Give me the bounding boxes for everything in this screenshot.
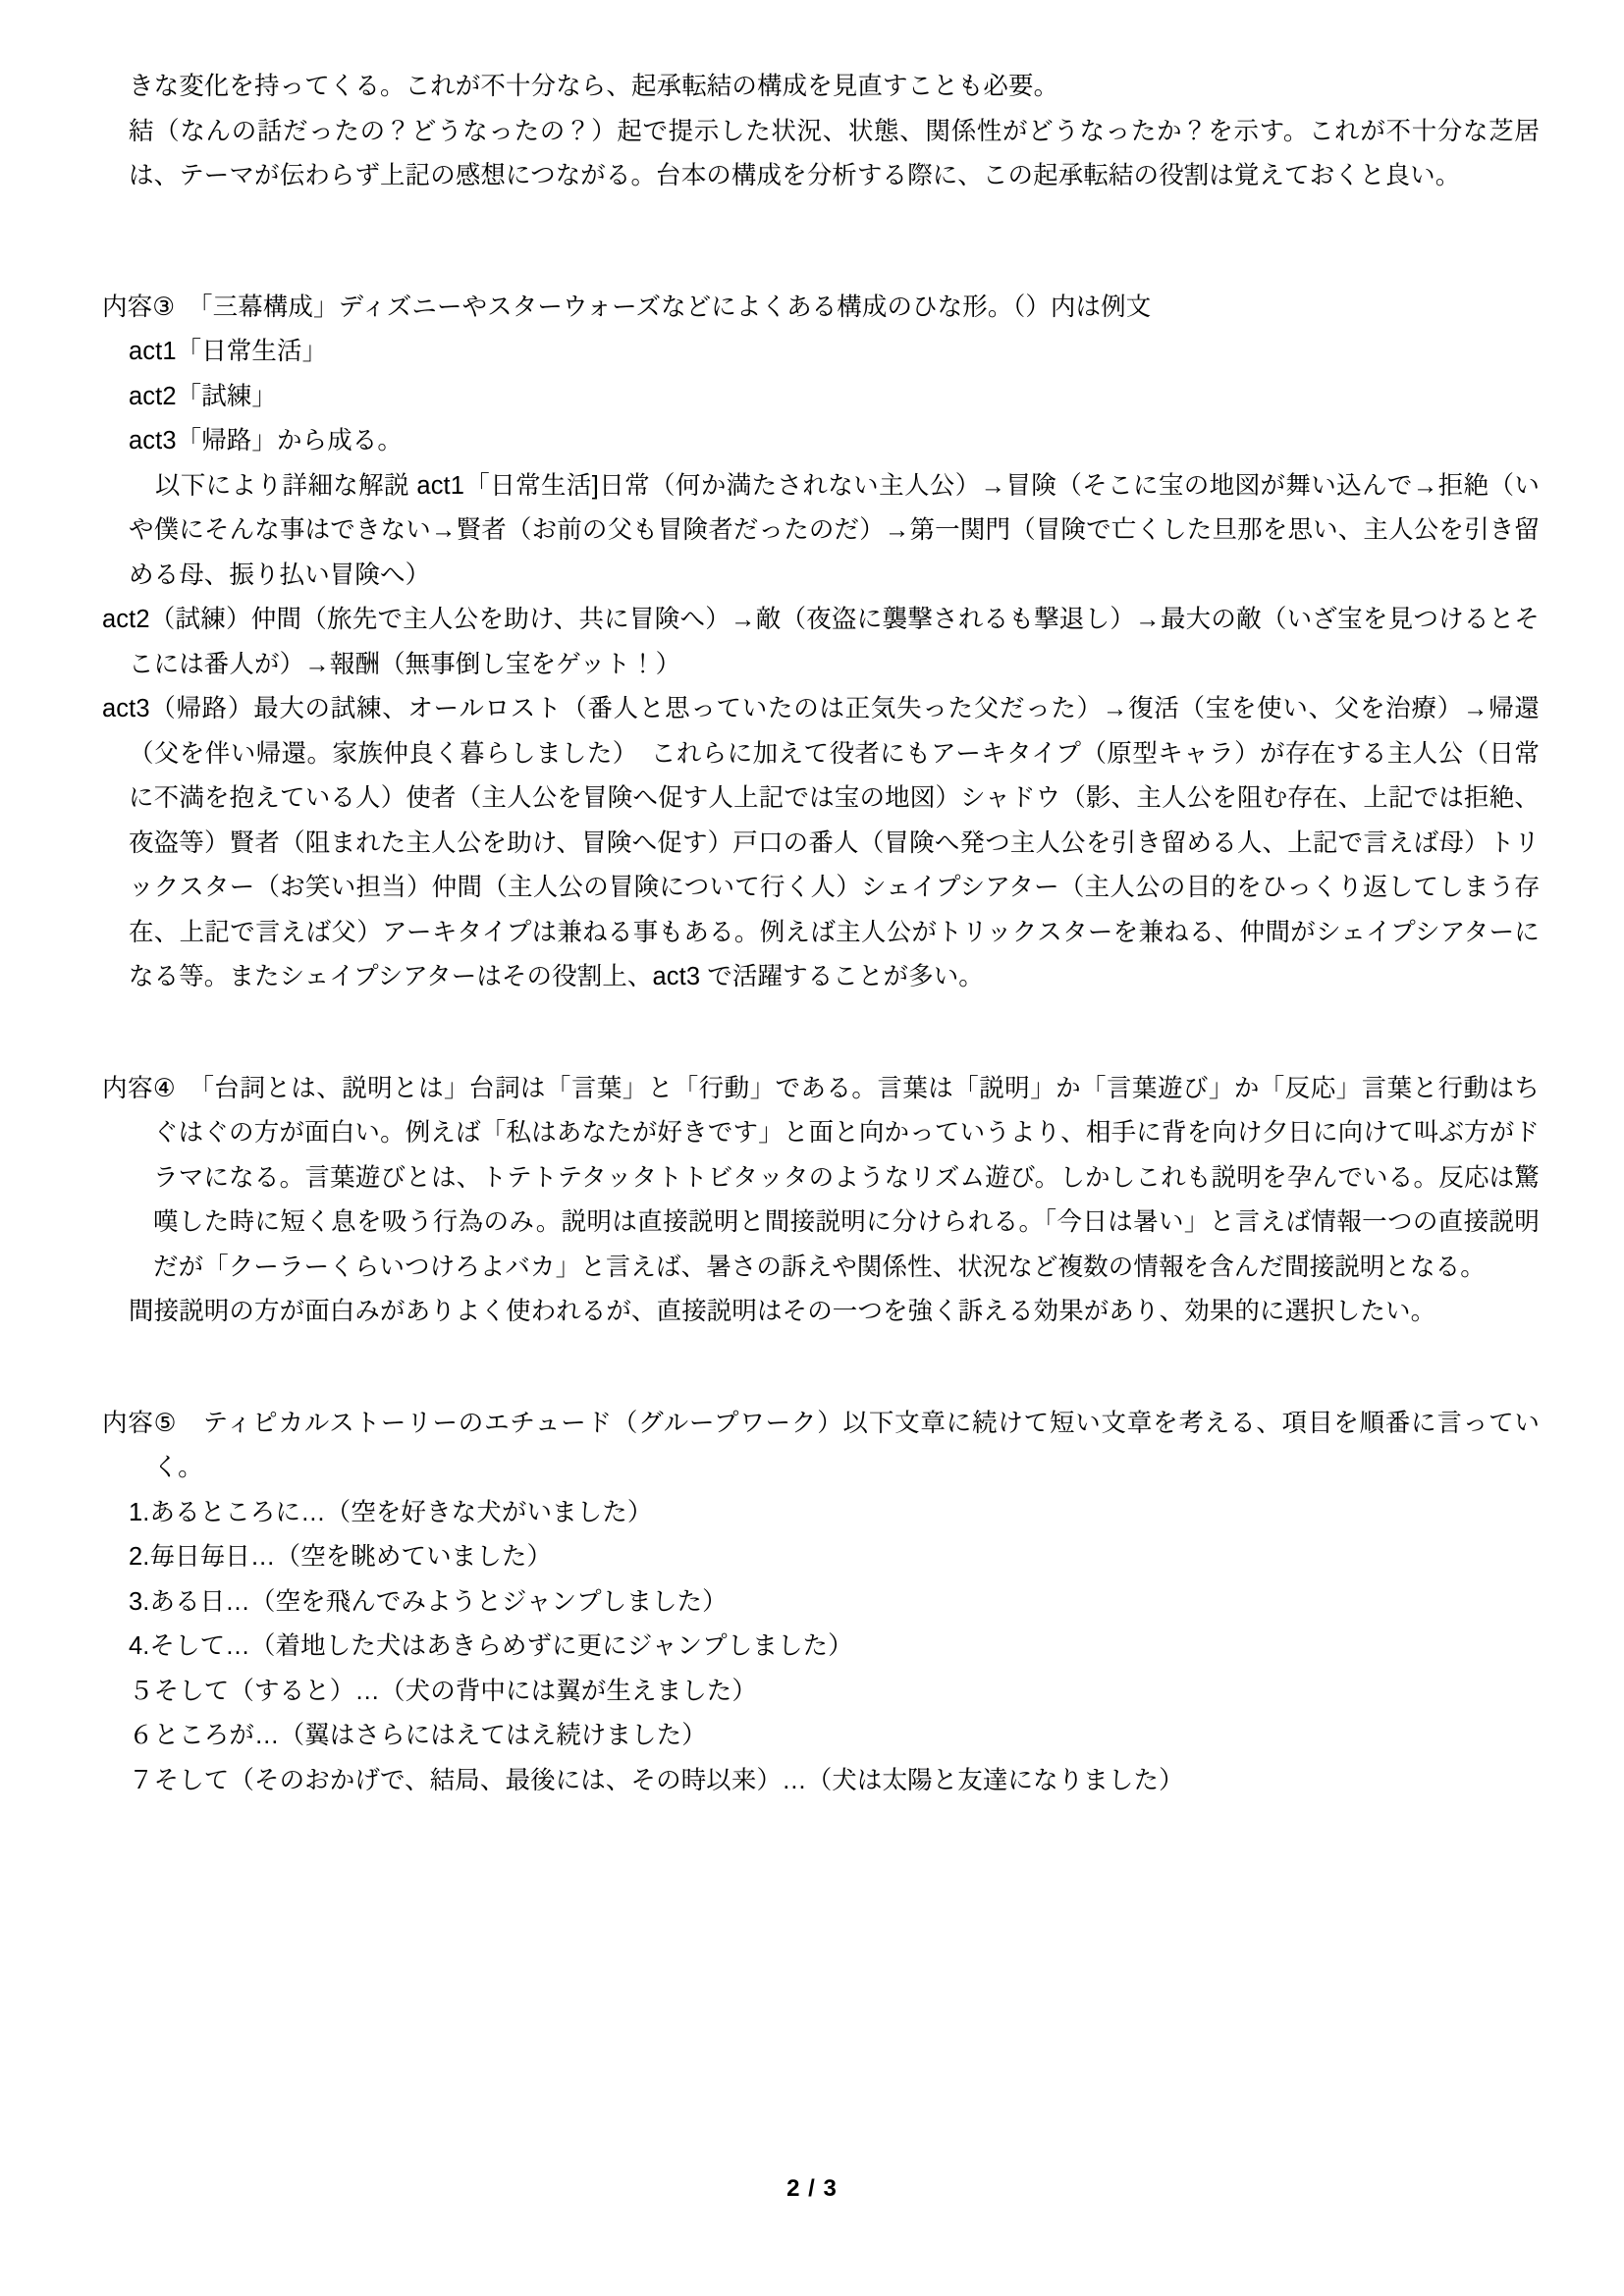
section-3-act-3: act3「帰路」から成る。 [129, 427, 403, 454]
section-5-heading: 内容⑤ ティピカルストーリーのエチュード（グループワーク）以下文章に続けて短い文章を考える、項目を順番に言っていく。 [102, 1409, 1540, 1481]
intro-line-2: 結（なんの話だったの？どうなったの？）起で提示した状況、状態、関係性がどうなったか？を示す。これが不十分な芝居は、テーマが伝わらず上記の感想につながる。台本の構成を分析する際に、この起承転結の役割は覚えておくと良い。 [129, 117, 1540, 189]
document-body [102, 65, 1540, 1803]
intro-line-1: きな変化を持ってくる。これが不十分なら、起承転結の構成を見直すことも必要。 [129, 73, 1059, 100]
section-5-item-2: 2.毎日毎日…（空を眺めていました） [129, 1543, 553, 1571]
section-3-explain-act2: act2（試練）仲間（旅先で主人公を助け、共に冒険へ）→敵（夜盗に襲撃されるも撃退し）→最大の敵（いざ宝を見つけるとそこには番人が）→報酬（無事倒し宝をゲット！） [102, 606, 1540, 678]
spacer [102, 1000, 1540, 1067]
section-4-block [102, 1067, 1540, 1335]
spacer [102, 1335, 1540, 1402]
section-5-item-4: 4.そして…（着地した犬はあきらめずに更にジャンプしました） [129, 1632, 853, 1660]
section-5-item-6: ６ところが…（翼はさらにはえてはえ続けました） [129, 1722, 707, 1749]
section-5-item-5: ５そして（すると）…（犬の背中には翼が生えました） [129, 1677, 758, 1705]
section-3-act-1: act1「日常生活」 [129, 338, 328, 365]
section-3-explain-act3: act3（帰路）最大の試練、オールロスト（番人と思っていたのは正気失った父だった）→復活（宝を使い、父を治療）→帰還（父を伴い帰還。家族仲良く暮らしました） これらに加えて役者にもアーキタイプ（原型キャラ）が存在する主人公（日常に不満を抱えている人）使者（主人公を冒険へ促す人上記では宝の地図）シャドウ（影、主人公を阻む存在、上記では拒絶、夜盗等）賢者（阻まれた主人公を助け、冒険へ促す）戸口の番人（冒険へ発つ主人公を引き留める人、上記で言えば母）トリックスター（お笑い担当）仲間（主人公の冒険について行く人）シェイプシアター（主人公の目的をひっくり返してしまう存在、上記で言えば父）アーキタイプは兼ねる事もある。例えば主人公がトリックスターを兼ねる、仲間がシェイプシアターになる等。またシェイプシアターはその役割上、act3 で活躍することが多い。 [102, 695, 1540, 990]
section-5-item-7: ７そして（そのおかげで、結局、最後には、その時以来）…（犬は太陽と友達になりました） [129, 1766, 1184, 1794]
section-3-explain-act1: 以下により詳細な解説 act1「日常生活]日常（何か満たされない主人公）→冒険（そこに宝の地図が舞い込んで→拒絶（いや僕にそんな事はできない→賢者（お前の父も冒険者だったのだ）→第一関門（冒険で亡くした旦那を思い、主人公を引き留める母、振り払い冒険へ） [129, 471, 1540, 589]
spacer [102, 199, 1540, 286]
intro-paragraph-block [102, 65, 1540, 199]
page-number: 2 / 3 [786, 2175, 838, 2202]
section-3-block [102, 286, 1540, 1000]
section-4-closing-paragraph: 間接説明の方が面白みがありよく使われるが、直接説明はその一つを強く訴える効果があり、効果的に選択したい。 [129, 1298, 1436, 1325]
section-5-item-3: 3.ある日…（空を飛んでみようとジャンプしました） [129, 1587, 728, 1616]
section-5-item-1: 1.あるところに…（空を好きな犬がいました） [129, 1498, 653, 1526]
section-3-act-2: act2「試練」 [129, 382, 277, 410]
section-5-block [102, 1402, 1540, 1804]
section-4-heading-paragraph: 内容④ 「台詞とは、説明とは」台詞は「言葉」と「行動」である。言葉は「説明」か「言葉遊び」か「反応」言葉と行動はちぐはぐの方が面白い。例えば「私はあなたが好きです」と面と向かっていうより、相手に背を向け夕日に向けて叫ぶ方がドラマになる。言葉遊びとは、トテトテタッタトトビタッタのようなリズム遊び。しかしこれも説明を孕んでいる。反応は驚嘆した時に短く息を吸う行為のみ。説明は直接説明と間接説明に分けられる。「今日は暑い」と言えば情報一つの直接説明だが「クーラーくらいつけろよバカ」と言えば、暑さの訴えや関係性、状況など複数の情報を含んだ間接説明となる。 [102, 1074, 1540, 1281]
section-3-heading: 内容③ 「三幕構成」ディズニーやスターウォーズなどによくある構成のひな形。（）内は例文 [102, 293, 1152, 321]
